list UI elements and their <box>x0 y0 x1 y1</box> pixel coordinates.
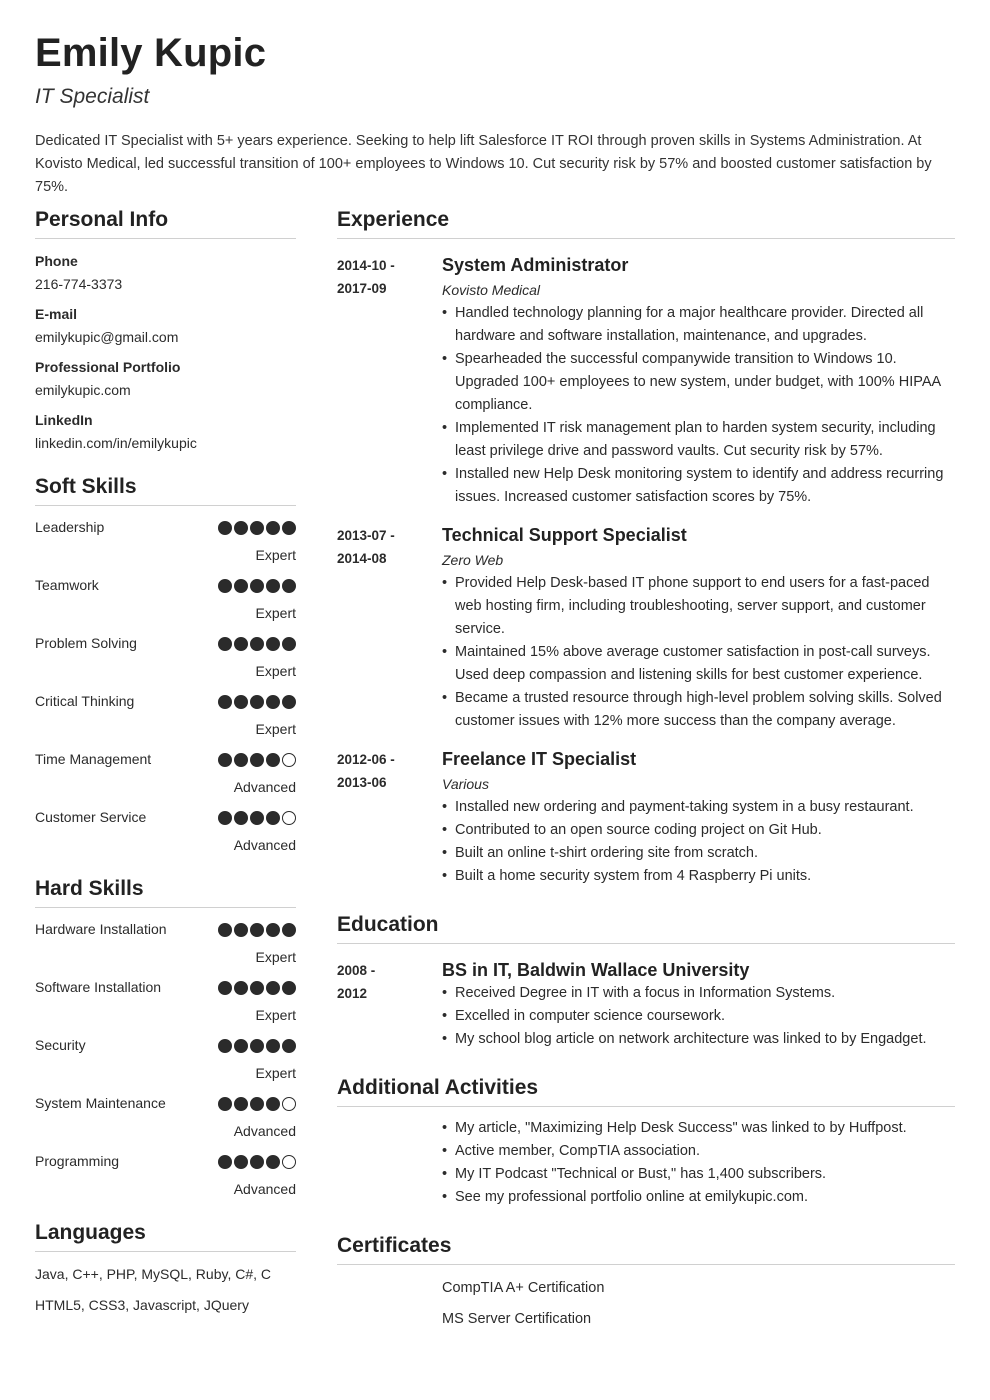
bullet-item: • Became a trusted resource through high-level problem solving skills. Solved customer issues with 12% more success than the company average. <box>442 687 955 733</box>
skill-item <box>35 1095 296 1140</box>
certificate-item: CompTIA A+ Certification <box>442 1280 605 1296</box>
skill-item <box>35 635 296 680</box>
entry-bullets <box>442 572 955 733</box>
skill-level: Expert <box>255 1065 296 1081</box>
rating-dot-filled-icon <box>218 811 232 825</box>
skill-rating <box>218 923 296 937</box>
skill-rating <box>218 981 296 995</box>
skill-row <box>35 809 296 833</box>
rating-dot-empty-icon <box>282 811 296 825</box>
activities-section <box>337 1075 955 1209</box>
bullet-item: • Provided Help Desk-based IT phone support to end users for a fast-paced web hosting firm, including troubleshooting, server support, and customer service. <box>442 572 955 641</box>
skill-name: Problem Solving <box>35 635 137 651</box>
personal-info-section <box>35 207 296 452</box>
date-range <box>337 748 417 794</box>
rating-dot-filled-icon <box>266 579 280 593</box>
rating-dot-filled-icon <box>266 753 280 767</box>
language-item: Java, C++, PHP, MySQL, Ruby, C#, C <box>35 1266 272 1282</box>
skill-level: Expert <box>255 721 296 737</box>
rating-dot-filled-icon <box>218 1097 232 1111</box>
rating-dot-filled-icon <box>234 1039 248 1053</box>
rating-dot-empty-icon <box>282 753 296 767</box>
education-list <box>337 959 955 1051</box>
entry-title: Freelance IT Specialist <box>442 749 637 769</box>
skill-level: Advanced <box>233 779 296 795</box>
skill-row <box>35 979 296 1003</box>
date-start: 2012-06 - <box>337 752 395 767</box>
hard-skills-list <box>35 921 296 1198</box>
info-portfolio <box>35 358 296 399</box>
skill-row <box>35 693 296 717</box>
bullet-item: • My IT Podcast "Technical or Bust," has 1,400 subscribers. <box>442 1163 955 1186</box>
hard-skills-heading: Hard Skills <box>35 876 296 908</box>
skill-rating <box>218 811 296 825</box>
rating-dot-filled-icon <box>218 753 232 767</box>
skill-rating <box>218 1039 296 1053</box>
skill-name: Time Management <box>35 751 152 767</box>
skill-row <box>35 1095 296 1119</box>
soft-skills-list <box>35 519 296 854</box>
rating-dot-filled-icon <box>282 1039 296 1053</box>
rating-dot-filled-icon <box>282 521 296 535</box>
entry-bullets <box>442 302 955 509</box>
info-value: emilykupic.com <box>35 382 131 398</box>
skill-name: Software Installation <box>35 979 162 995</box>
info-phone <box>35 252 296 293</box>
skill-rating <box>218 753 296 767</box>
skill-level: Advanced <box>233 837 296 853</box>
skill-item <box>35 979 296 1024</box>
entry-organization: Kovisto Medical <box>442 282 541 298</box>
rating-dot-filled-icon <box>218 695 232 709</box>
date-end: 2014-08 <box>337 551 387 566</box>
entry-organization: Zero Web <box>442 552 504 568</box>
rating-dot-filled-icon <box>250 1039 264 1053</box>
skill-name: Customer Service <box>35 809 147 825</box>
skill-level: Expert <box>255 949 296 965</box>
rating-dot-filled-icon <box>266 981 280 995</box>
rating-dot-filled-icon <box>266 695 280 709</box>
hard-skills-section <box>35 876 296 1198</box>
info-label: E-mail <box>35 306 78 322</box>
experience-entry <box>337 254 955 509</box>
education-heading: Education <box>337 912 955 944</box>
skill-row <box>35 1153 296 1177</box>
rating-dot-filled-icon <box>266 1155 280 1169</box>
rating-dot-filled-icon <box>218 923 232 937</box>
entry-title: System Administrator <box>442 255 629 275</box>
right-column <box>337 207 955 1328</box>
skill-name: Security <box>35 1037 86 1053</box>
date-start: 2013-07 - <box>337 528 395 543</box>
rating-dot-filled-icon <box>266 521 280 535</box>
entry-body <box>442 254 955 509</box>
language-item: HTML5, CSS3, Javascript, JQuery <box>35 1297 249 1313</box>
rating-dot-filled-icon <box>266 1039 280 1053</box>
education-entry <box>337 959 955 1051</box>
skill-row <box>35 577 296 601</box>
rating-dot-filled-icon <box>218 981 232 995</box>
entry-organization: Various <box>442 776 489 792</box>
skill-level: Advanced <box>233 1123 296 1139</box>
rating-dot-filled-icon <box>266 637 280 651</box>
experience-entry <box>337 524 955 733</box>
rating-dot-empty-icon <box>282 1097 296 1111</box>
rating-dot-filled-icon <box>234 811 248 825</box>
rating-dot-filled-icon <box>250 753 264 767</box>
skill-level: Expert <box>255 605 296 621</box>
entry-body <box>442 524 955 733</box>
bullet-item: • Installed new Help Desk monitoring system to identify and address recurring issues. Increased customer satisfaction scores by 75%. <box>442 463 955 509</box>
skill-item <box>35 519 296 564</box>
rating-dot-filled-icon <box>218 521 232 535</box>
info-value: emilykupic@gmail.com <box>35 329 179 345</box>
personal-info-heading: Personal Info <box>35 207 296 239</box>
activities-entry <box>337 1117 955 1209</box>
activities-bullets <box>442 1117 955 1209</box>
rating-dot-filled-icon <box>250 1097 264 1111</box>
bullet-item: • Installed new ordering and payment-taking system in a busy restaurant. <box>442 796 955 819</box>
candidate-title: IT Specialist <box>35 85 150 108</box>
resume-header <box>35 28 955 199</box>
languages-section <box>35 1220 296 1314</box>
bullet-item: • Spearheaded the successful companywide transition to Windows 10. Upgraded 100+ employees to new system, under budget, with 100% HIPAA compliance. <box>442 348 955 417</box>
date-range <box>337 254 417 300</box>
rating-dot-filled-icon <box>250 521 264 535</box>
certificates-section <box>337 1233 955 1328</box>
skill-level: Expert <box>255 547 296 563</box>
bullet-item: • Built an online t-shirt ordering site from scratch. <box>442 842 955 865</box>
skill-rating <box>218 1155 296 1169</box>
left-column <box>35 207 296 1314</box>
date-range <box>337 959 417 1005</box>
skill-row <box>35 921 296 945</box>
candidate-name: Emily Kupic <box>35 31 267 75</box>
skill-rating <box>218 579 296 593</box>
entry-body <box>442 959 955 1051</box>
experience-entry <box>337 748 955 888</box>
skill-rating <box>218 637 296 651</box>
experience-section <box>337 207 955 888</box>
rating-dot-filled-icon <box>218 579 232 593</box>
bullet-item: • Handled technology planning for a major healthcare provider. Directed all hardware and software installation, maintenance, and upgrades. <box>442 302 955 348</box>
rating-dot-filled-icon <box>282 637 296 651</box>
certificates-body <box>442 1279 955 1328</box>
experience-heading: Experience <box>337 207 955 239</box>
info-linkedin <box>35 411 296 452</box>
rating-dot-filled-icon <box>234 637 248 651</box>
info-label: LinkedIn <box>35 412 93 428</box>
rating-dot-filled-icon <box>250 1155 264 1169</box>
rating-dot-filled-icon <box>234 981 248 995</box>
rating-dot-filled-icon <box>218 637 232 651</box>
rating-dot-filled-icon <box>250 811 264 825</box>
skill-rating <box>218 521 296 535</box>
skill-level: Advanced <box>233 1181 296 1197</box>
rating-dot-filled-icon <box>234 579 248 593</box>
rating-dot-filled-icon <box>282 923 296 937</box>
soft-skills-section <box>35 474 296 854</box>
bullet-item: • My article, "Maximizing Help Desk Success" was linked to by Huffpost. <box>442 1117 955 1140</box>
skill-name: Teamwork <box>35 577 99 593</box>
rating-dot-filled-icon <box>266 923 280 937</box>
info-value: linkedin.com/in/emilykupic <box>35 435 197 451</box>
skill-level: Expert <box>255 663 296 679</box>
skill-name: Hardware Installation <box>35 921 167 937</box>
certificate-item: MS Server Certification <box>442 1311 592 1327</box>
skill-item <box>35 809 296 854</box>
skill-row <box>35 1037 296 1061</box>
rating-dot-filled-icon <box>218 1039 232 1053</box>
activities-heading: Additional Activities <box>337 1075 955 1107</box>
entry-bullets <box>442 982 955 1051</box>
summary: Dedicated IT Specialist with 5+ years experience. Seeking to help lift Salesforce IT ROI through proven skills in Systems Administration. At Kovisto Medical, led successful transition of 100+ employees to Windows 10. Cut security risk by 57% and boosted customer satisfaction by 75%. <box>35 133 932 195</box>
entry-body <box>442 748 955 888</box>
date-start: 2014-10 - <box>337 258 395 273</box>
skill-rating <box>218 695 296 709</box>
skill-name: System Maintenance <box>35 1095 166 1111</box>
info-value: 216-774-3373 <box>35 276 123 292</box>
bullet-item: • Implemented IT risk management plan to harden system security, including least privilege drive and password vaults. Cut security risk by 57%. <box>442 417 955 463</box>
education-section <box>337 912 955 1051</box>
rating-dot-filled-icon <box>250 695 264 709</box>
rating-dot-filled-icon <box>234 753 248 767</box>
activities-body <box>442 1117 955 1209</box>
rating-dot-filled-icon <box>250 981 264 995</box>
skill-item <box>35 693 296 738</box>
rating-dot-filled-icon <box>282 981 296 995</box>
languages-heading: Languages <box>35 1220 296 1252</box>
rating-dot-filled-icon <box>218 1155 232 1169</box>
bullet-item: • Received Degree in IT with a focus in Information Systems. <box>442 982 955 1005</box>
entry-title: Technical Support Specialist <box>442 525 687 545</box>
skill-name: Critical Thinking <box>35 693 135 709</box>
rating-dot-filled-icon <box>234 1097 248 1111</box>
date-start: 2008 - <box>337 963 376 978</box>
skill-row <box>35 519 296 543</box>
skill-item <box>35 921 296 966</box>
bullet-item: • Contributed to an open source coding project on Git Hub. <box>442 819 955 842</box>
skill-row <box>35 751 296 775</box>
info-label: Professional Portfolio <box>35 359 181 375</box>
skill-item <box>35 1037 296 1082</box>
bullet-item: • Excelled in computer science coursework. <box>442 1005 955 1028</box>
rating-dot-filled-icon <box>282 579 296 593</box>
rating-dot-filled-icon <box>234 695 248 709</box>
info-label: Phone <box>35 253 78 269</box>
bullet-item: • See my professional portfolio online at emilykupic.com. <box>442 1186 955 1209</box>
soft-skills-heading: Soft Skills <box>35 474 296 506</box>
entry-title: BS in IT, Baldwin Wallace University <box>442 960 750 980</box>
rating-dot-filled-icon <box>282 695 296 709</box>
experience-list <box>337 254 955 888</box>
bullet-item: • My school blog article on network architecture was linked to by Engadget. <box>442 1028 955 1051</box>
skill-name: Leadership <box>35 519 105 535</box>
skill-item <box>35 751 296 796</box>
bullet-item: • Built a home security system from 4 Raspberry Pi units. <box>442 865 955 888</box>
rating-dot-filled-icon <box>250 579 264 593</box>
certificates-heading: Certificates <box>337 1233 955 1265</box>
rating-dot-filled-icon <box>234 1155 248 1169</box>
personal-info-list <box>35 252 296 452</box>
skill-level: Expert <box>255 1007 296 1023</box>
skill-rating <box>218 1097 296 1111</box>
rating-dot-filled-icon <box>234 923 248 937</box>
date-end: 2012 <box>337 986 368 1001</box>
rating-dot-empty-icon <box>282 1155 296 1169</box>
skill-row <box>35 635 296 659</box>
bullet-item: • Maintained 15% above average customer satisfaction in post-call surveys. Used deep compassion and listening skills for best customer experience. <box>442 641 955 687</box>
info-email <box>35 305 296 346</box>
date-end: 2017-09 <box>337 281 387 296</box>
bullet-item: • Active member, CompTIA association. <box>442 1140 955 1163</box>
rating-dot-filled-icon <box>266 1097 280 1111</box>
rating-dot-filled-icon <box>250 923 264 937</box>
date-end: 2013-06 <box>337 775 387 790</box>
rating-dot-filled-icon <box>266 811 280 825</box>
skill-name: Programming <box>35 1153 120 1169</box>
skill-item <box>35 1153 296 1198</box>
entry-bullets <box>442 796 955 888</box>
skill-item <box>35 577 296 622</box>
date-range <box>337 524 417 570</box>
rating-dot-filled-icon <box>234 521 248 535</box>
rating-dot-filled-icon <box>250 637 264 651</box>
